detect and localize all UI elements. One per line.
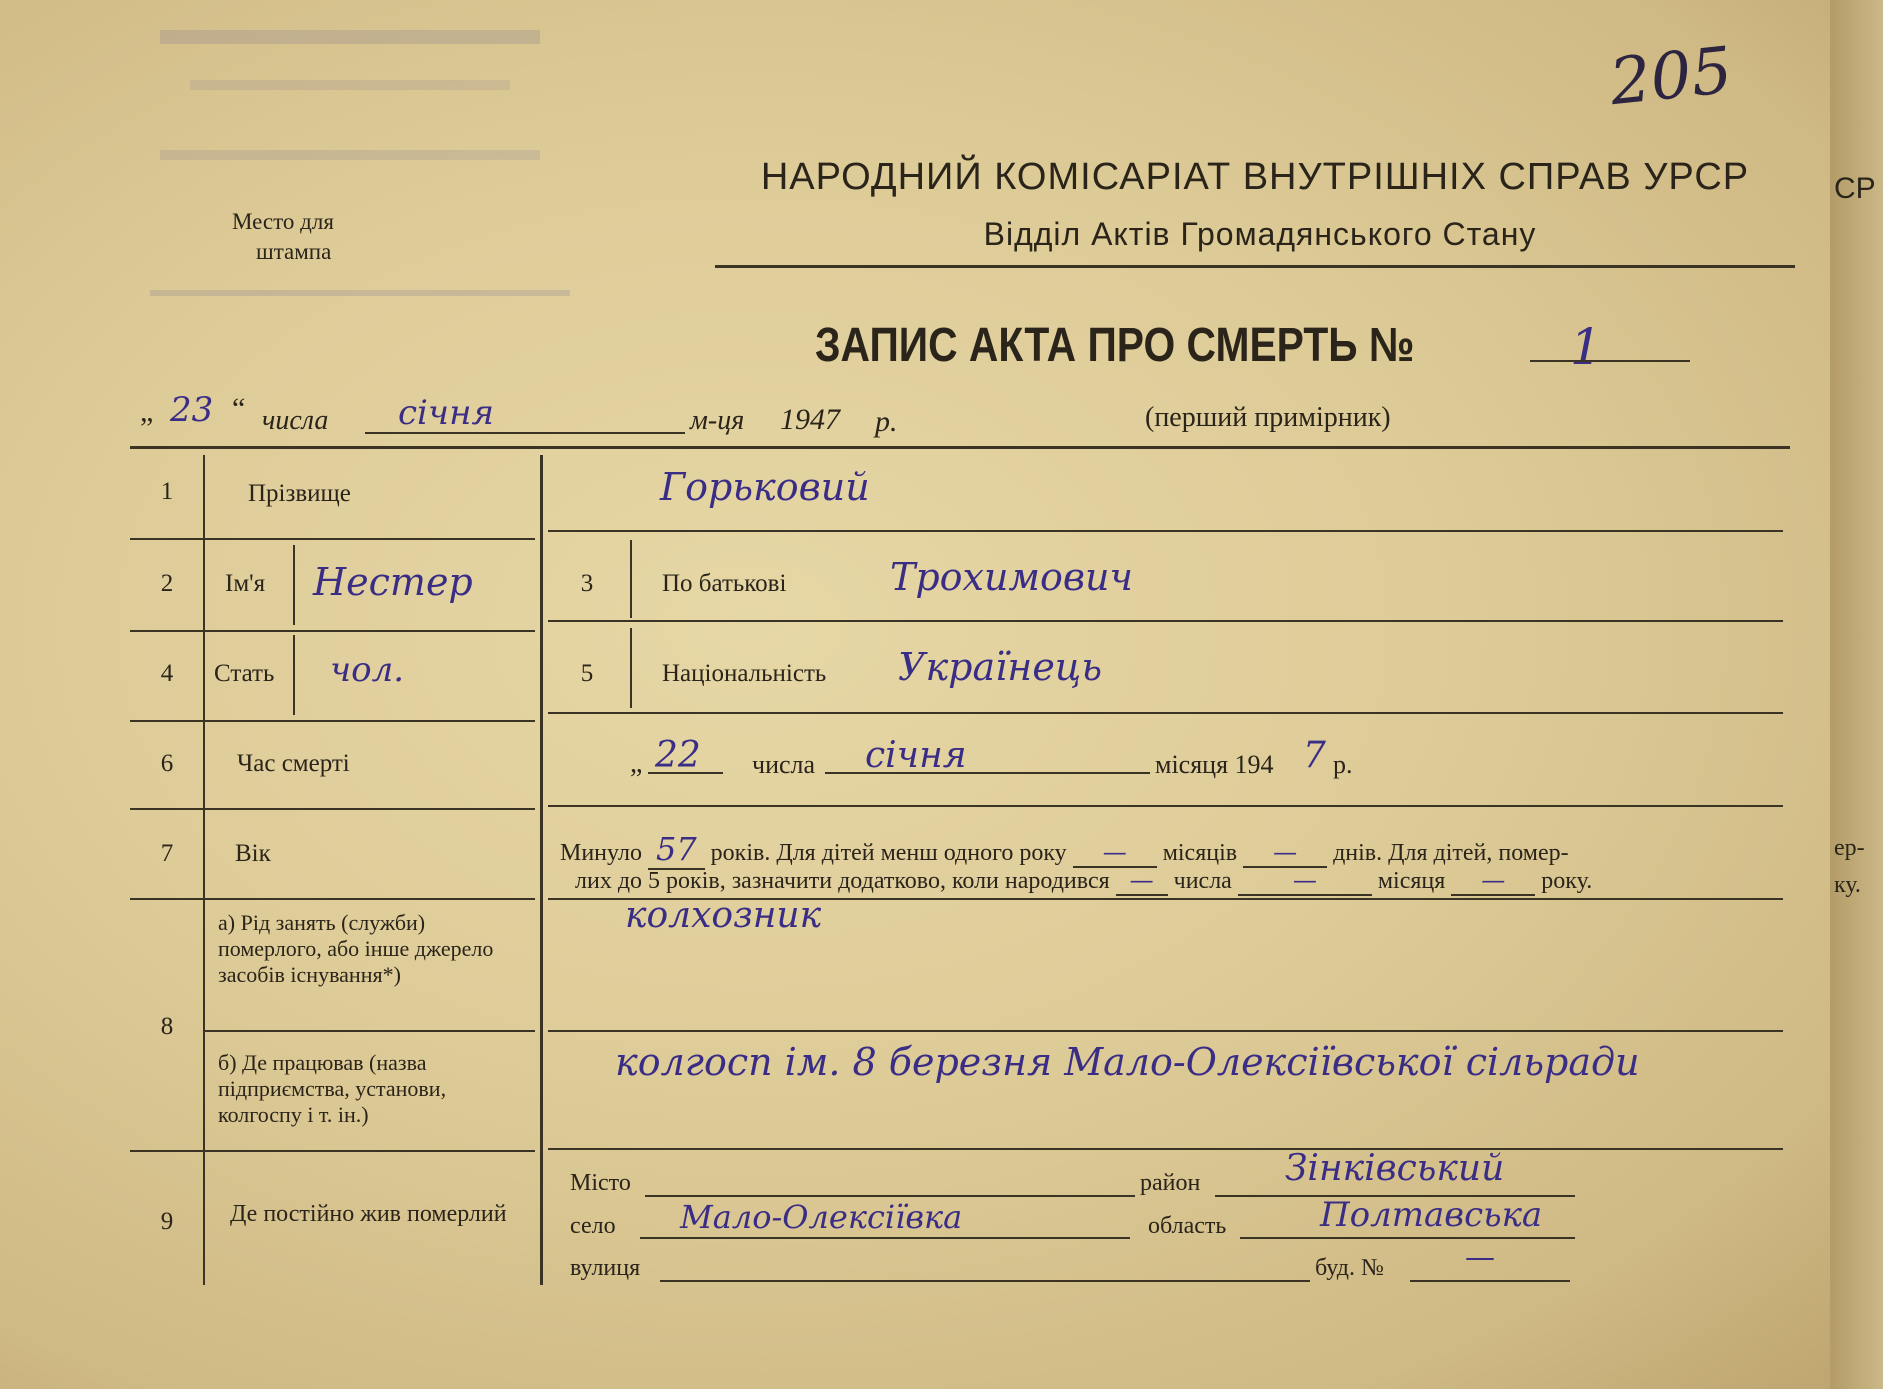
row-sep-4-left xyxy=(130,808,535,810)
patronymic-divider xyxy=(630,540,632,618)
name-divider xyxy=(293,545,295,625)
sex-label: Стать xyxy=(214,660,275,687)
age-text-passed: Минуло xyxy=(560,840,642,866)
row-9-number: 9 xyxy=(160,1208,174,1235)
nationality-divider xyxy=(630,628,632,708)
death-month-label: місяця 194 xyxy=(1155,750,1274,779)
birth-day-dash: — xyxy=(1116,866,1168,896)
stamp-label-line2: штампа xyxy=(256,239,332,264)
row-sep-2-right xyxy=(548,620,1783,622)
record-number-line xyxy=(1530,360,1690,362)
row-sep-6-right xyxy=(548,1030,1783,1032)
death-month-line xyxy=(825,772,1150,774)
death-time-label: Час смерті xyxy=(237,750,350,777)
age-text-days: днів. Для дітей, помер- xyxy=(1333,840,1569,866)
death-day-label: числа xyxy=(752,750,816,779)
page-number: 205 xyxy=(1606,33,1736,121)
col-num-divider xyxy=(203,455,205,1285)
col-left-divider xyxy=(540,455,543,1285)
birth-year-label: року. xyxy=(1541,868,1593,894)
row-sep-7-right xyxy=(548,1148,1783,1150)
row-7-number: 7 xyxy=(160,840,174,867)
row-sep-3-right xyxy=(548,712,1783,714)
reg-month-line xyxy=(365,432,685,434)
first-name-label: Ім'я xyxy=(225,570,266,597)
reg-day-quote-open: „ xyxy=(140,395,154,428)
death-day-line xyxy=(648,772,723,774)
row-6-number: 6 xyxy=(160,750,174,777)
row-sep-4-right xyxy=(548,805,1783,807)
reg-year: 1947 xyxy=(780,403,840,436)
row-sep-5-left xyxy=(130,898,535,900)
row-4-number: 4 xyxy=(160,660,174,687)
death-year-digit: 7 xyxy=(1303,735,1326,776)
house-line xyxy=(1410,1280,1570,1282)
table-top-rule xyxy=(130,446,1790,449)
header-rule xyxy=(715,265,1795,268)
row-sep-7-left xyxy=(130,1150,535,1152)
sex-divider xyxy=(293,635,295,715)
occupation-label: а) Рід занять (служби) померлого, або інше джерело засобів існування*) xyxy=(218,910,494,987)
second-sheet-edge xyxy=(1830,0,1883,1389)
reg-year-suffix: р. xyxy=(875,405,898,438)
stamp-label-line1: Место для xyxy=(232,209,334,234)
edge-fragment-er: ер- xyxy=(1834,835,1865,861)
reg-day: 23 xyxy=(170,390,214,430)
header-title: НАРОДНИЙ КОМІСАРІАТ ВНУТРІШНІХ СПРАВ УРСР xyxy=(760,156,1750,198)
row-sep-3-left xyxy=(130,720,535,722)
age-text-months: місяців xyxy=(1162,840,1238,866)
district-value: Зінківський xyxy=(1285,1148,1505,1189)
age-label: Вік xyxy=(235,840,271,867)
edge-fragment-ku: ку. xyxy=(1834,872,1861,898)
house-label: буд. № xyxy=(1315,1255,1384,1281)
stamp-placeholder-label xyxy=(232,207,334,267)
age-line-2 xyxy=(575,866,1592,895)
reg-month: січня xyxy=(398,393,494,433)
village-label: село xyxy=(570,1213,616,1239)
house-value: — xyxy=(1465,1240,1495,1275)
village-line xyxy=(640,1237,1130,1239)
workplace-label: б) Де працював (назва підприємства, установи, колгоспу і т. ін.) xyxy=(218,1050,447,1127)
birth-year-dash: — xyxy=(1451,866,1535,896)
surname-label: Прізвище xyxy=(248,480,351,507)
row-3-number: 3 xyxy=(580,570,594,597)
sex-value: чол. xyxy=(330,650,405,690)
region-line xyxy=(1240,1237,1575,1239)
birth-month-dash: — xyxy=(1238,866,1372,896)
row-sep-1-left xyxy=(130,538,535,540)
birth-month-label: місяця xyxy=(1377,868,1446,894)
nationality-value: Українець xyxy=(898,645,1103,689)
region-value: Полтавська xyxy=(1320,1195,1543,1235)
row-sep-1-right xyxy=(548,530,1783,532)
age-days-dash: — xyxy=(1243,838,1327,868)
district-label: район xyxy=(1140,1170,1201,1196)
street-label: вулиця xyxy=(570,1255,641,1281)
record-title: ЗАПИС АКТА ПРО СМЕРТЬ № xyxy=(815,319,1415,372)
city-line xyxy=(645,1195,1135,1197)
street-line xyxy=(660,1280,1310,1282)
birth-day-label: числа xyxy=(1173,868,1232,894)
patronymic-value: Трохимович xyxy=(890,555,1134,599)
row-sep-6-left xyxy=(205,1030,535,1032)
village-value: Мало-Олексіївка xyxy=(680,1198,963,1236)
faded-stamp xyxy=(150,20,550,280)
city-label: Місто xyxy=(570,1170,631,1196)
row-5-number: 5 xyxy=(580,660,594,687)
age-text-under5: лих до 5 років, зазначити додатково, коли народився xyxy=(575,868,1110,894)
age-line-1 xyxy=(560,830,1569,868)
workplace-value: колгосп ім. 8 березня Мало-Олексіївської сільради xyxy=(615,1040,1640,1084)
age-text-infant: років. Для дітей менш одного року xyxy=(710,840,1067,866)
age-months-dash: — xyxy=(1073,838,1157,868)
surname-value: Горьковий xyxy=(660,465,870,509)
reg-day-quote-close: “ xyxy=(232,392,246,425)
patronymic-label: По батькові xyxy=(662,570,787,597)
death-day: 22 xyxy=(655,735,701,776)
edge-fragment-sr: СР xyxy=(1834,172,1876,205)
age-years: 57 xyxy=(648,830,705,870)
nationality-label: Національність xyxy=(662,660,827,687)
residence-label: Де постійно жив померлий xyxy=(230,1201,507,1227)
row-1-number: 1 xyxy=(160,478,174,505)
reg-month-label: м-ця xyxy=(690,405,745,436)
first-name-value: Нестер xyxy=(313,560,473,604)
death-day-quote: „ xyxy=(630,748,643,779)
copy-note: (перший примірник) xyxy=(1145,402,1391,433)
header-subtitle: Відділ Актів Громадянського Стану xyxy=(983,216,1537,252)
occupation-value: колхозник xyxy=(625,895,822,936)
death-year-suffix: р. xyxy=(1333,750,1353,779)
row-2-number: 2 xyxy=(160,570,174,597)
reg-day-label: числа xyxy=(262,405,329,436)
region-label: область xyxy=(1148,1213,1227,1239)
row-8-number: 8 xyxy=(160,1013,174,1040)
death-month: січня xyxy=(865,735,967,776)
row-sep-2-left xyxy=(130,630,535,632)
record-number: 1 xyxy=(1570,318,1602,376)
